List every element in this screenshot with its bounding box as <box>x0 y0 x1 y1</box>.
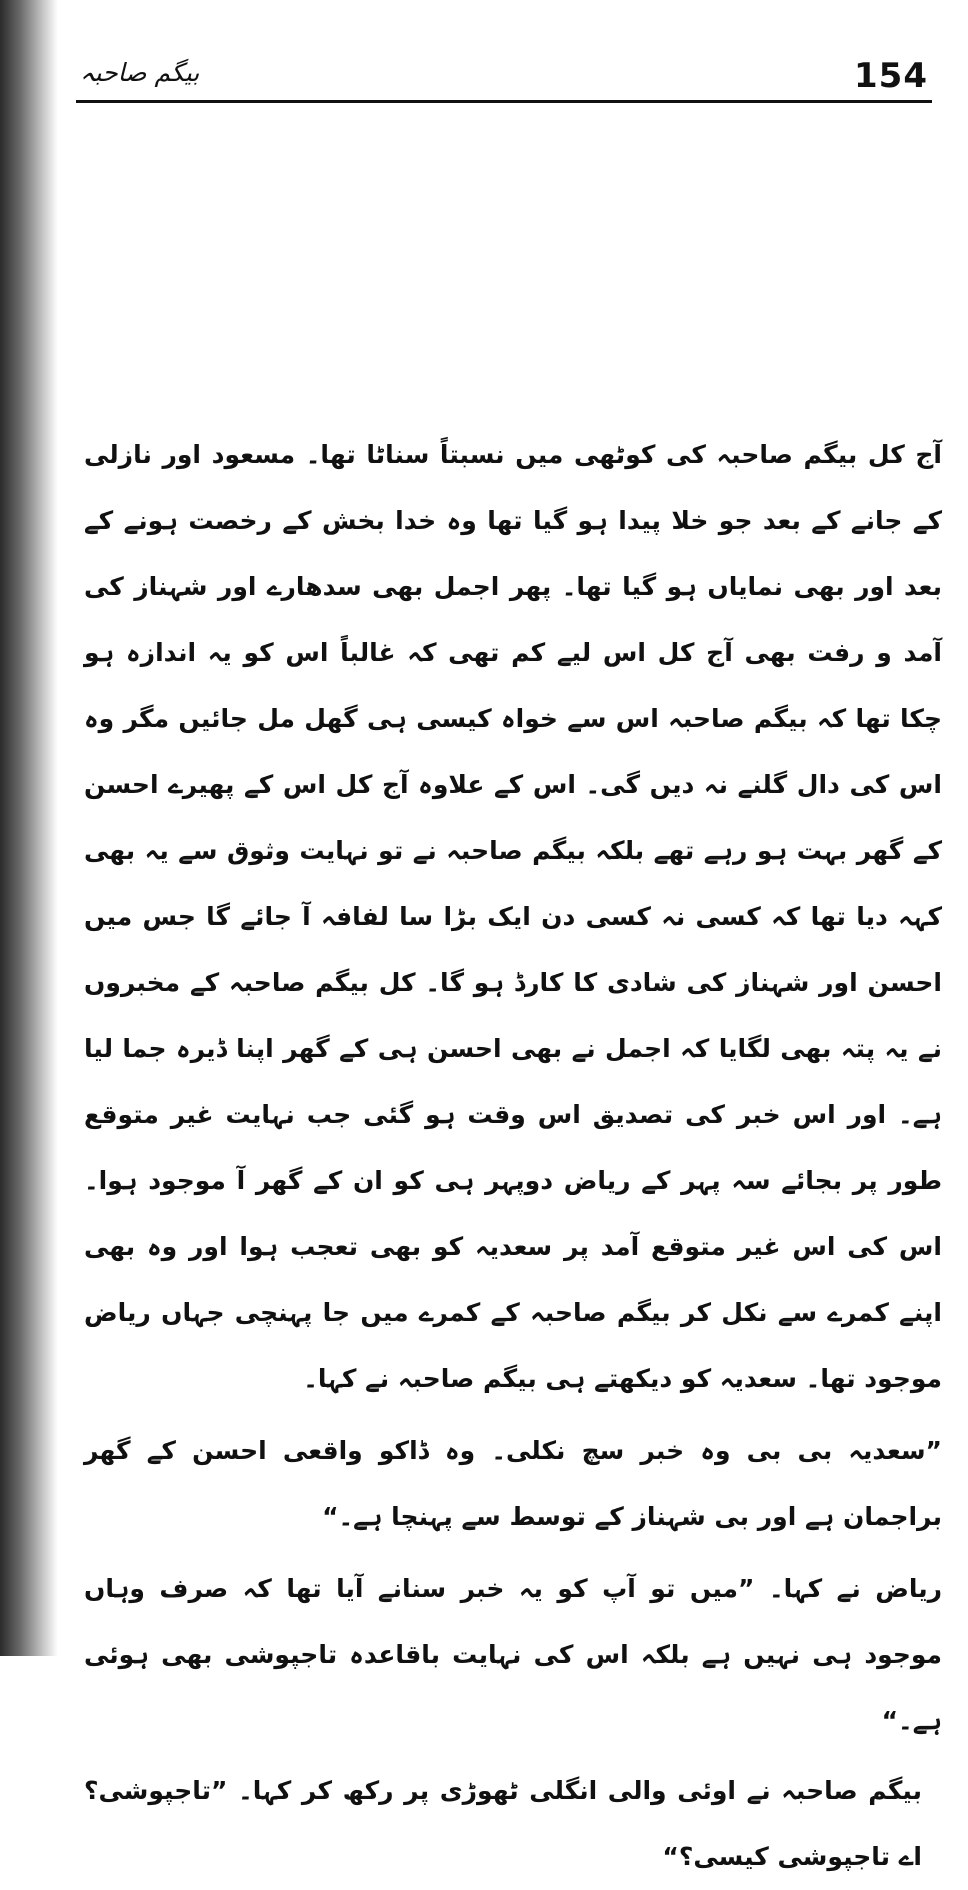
running-title: بیگم صاحبہ <box>80 58 200 87</box>
page-number: 154 <box>854 56 928 96</box>
paragraph-begum-question: بیگم صاحبہ نے اوئی والی انگلی ٹھوڑی پر رکھ کر کہا۔ ”تاجپوشی؟ اے تاجپوشی کیسی؟“ <box>84 1776 922 1871</box>
paragraph-begum-quote: ”سعدیہ بی بی وہ خبر سچ نکلی۔ وہ ڈاکو واقعی احسن کے گھر براجمان ہے اور بی شہناز کے توسط سے پہنچا ہے۔“ <box>84 1436 942 1531</box>
paragraph-narration: آج کل بیگم صاحبہ کی کوٹھی میں نسبتاً سناٹا تھا۔ مسعود اور نازلی کے جانے کے بعد جو خلا پیدا ہو گیا تھا وہ خدا بخش کے رخصت ہونے کے بعد اور بھی نمایاں ہو گیا تھا۔ پھر اجمل بھی سدھارے اور شہناز کی آمد و رفت بھی آج کل اس لیے کم تھی کہ غالباً اس کو یہ اندازہ ہو چکا تھا کہ بیگم صاحبہ اس سے خواہ کیسی ہی گھل مل جائیں مگر وہ اس کی دال گلنے نہ دیں گی۔ اس کے علاوہ آج کل اس کے پھیرے احسن کے گھر بہت ہو رہے تھے بلکہ بیگم صاحبہ نے تو نہایت وثوق سے یہ بھی کہہ دیا تھا کہ کسی نہ کسی دن ایک بڑا سا لفافہ آ جائے گا جس میں احسن اور شہناز کی شادی کا کارڈ ہو گا۔ کل بیگم صاحبہ کے مخبروں نے یہ پتہ بھی لگایا کہ اجمل نے بھی احسن ہی کے گھر اپنا ڈیرہ جما لیا ہے۔ اور اس خبر کی تصدیق اس وقت ہو گئی جب نہایت غیر متوقع طور پر بجائے سہ پہر کے ریاض دوپہر ہی کو ان کے گھر آ موجود ہوا۔ اس کی اس غیر متوقع آمد پر سعدیہ کو بھی تعجب ہوا اور وہ بھی اپنے کمرے سے نکل کر بیگم صاحبہ کے کمرے میں جا پہنچی جہاں ریاض موجود تھا۔ سعدیہ کو دیکھتے ہی بیگم صاحبہ نے کہا۔ <box>84 440 942 1393</box>
paragraph-riaz-reply: ریاض نے کہا۔ ”میں تو آپ کو یہ خبر سنانے آیا تھا کہ صرف وہاں موجود ہی نہیں ہے بلکہ اس کی نہایت باقاعدہ تاجپوشی بھی ہوئی ہے۔“ <box>84 1574 942 1735</box>
page-header <box>80 52 928 100</box>
body-text <box>84 422 942 1890</box>
scan-gutter-shadow <box>0 0 58 1656</box>
book-page <box>58 0 968 1871</box>
header-rule <box>76 100 932 103</box>
